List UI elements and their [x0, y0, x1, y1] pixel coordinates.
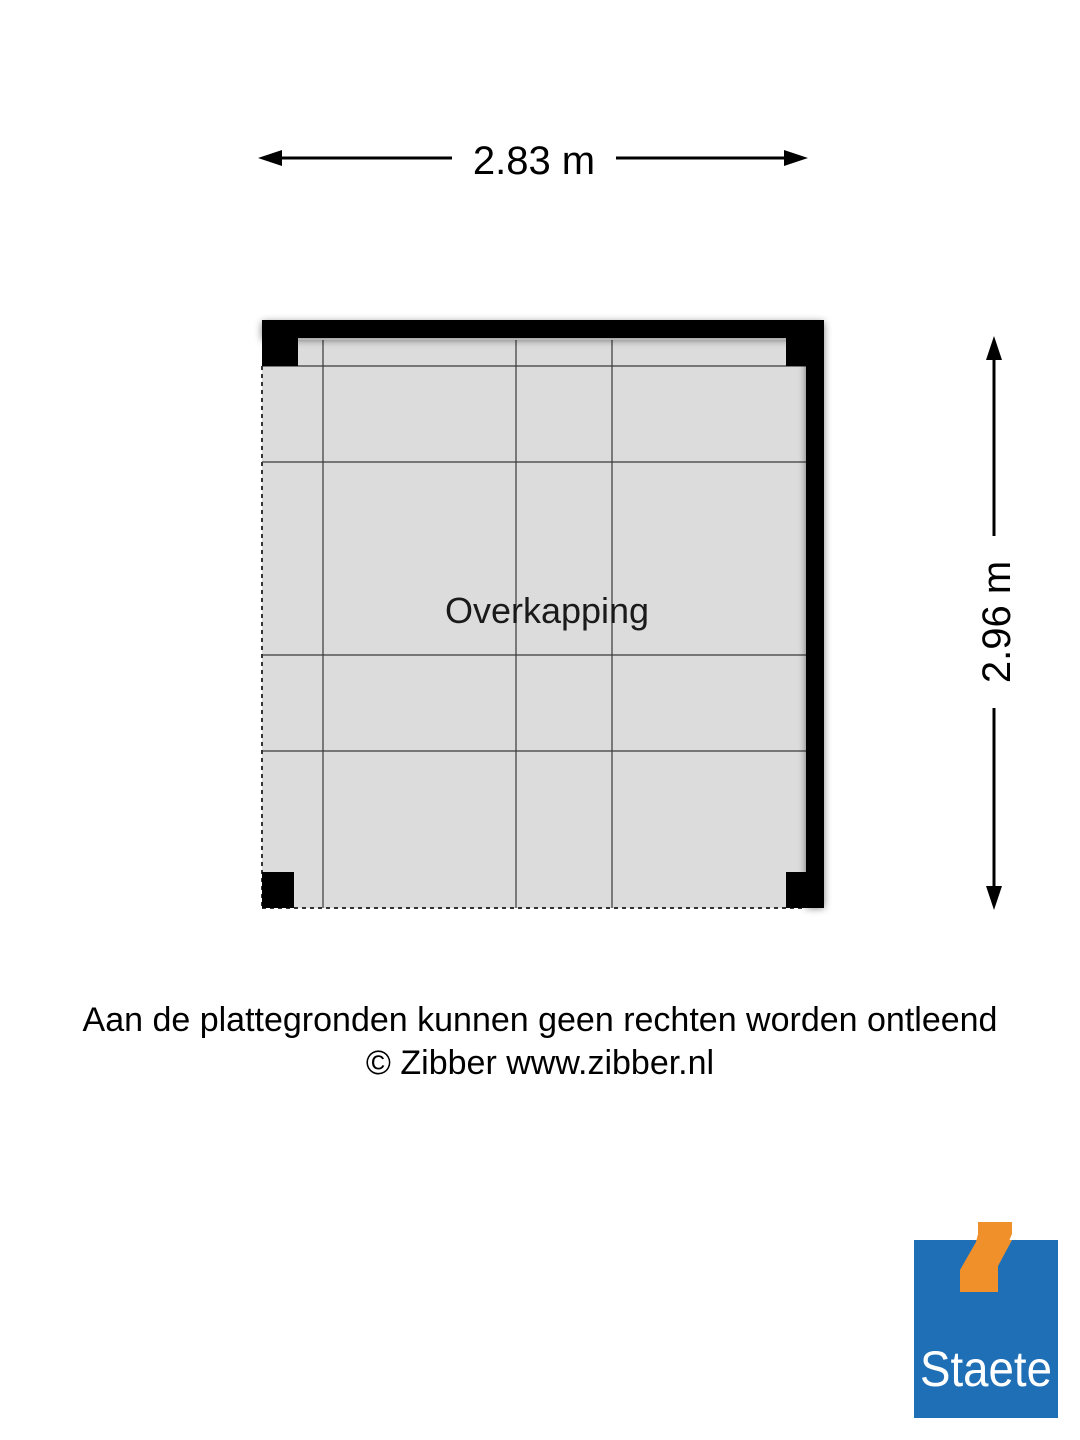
column-top-left — [262, 320, 298, 366]
logo-text: Staete — [920, 1341, 1052, 1397]
width-dimension — [258, 139, 808, 183]
width-label: 2.83 m — [472, 139, 596, 183]
height-label: 2.96 m — [975, 560, 1019, 684]
column-bottom-right — [786, 872, 824, 908]
staete-logo — [914, 1222, 1058, 1418]
room — [262, 320, 824, 908]
column-bottom-left — [262, 872, 294, 908]
column-top-right — [786, 320, 824, 366]
room-label: Overkapping — [444, 590, 650, 631]
copyright-text: © Zibber www.zibber.nl — [365, 1044, 715, 1082]
wall-top — [262, 320, 824, 338]
wall-right — [806, 320, 824, 908]
height-dimension — [975, 336, 1019, 910]
disclaimer-text: Aan de plattegronden kunnen geen rechten worden ontleend — [82, 1001, 998, 1039]
